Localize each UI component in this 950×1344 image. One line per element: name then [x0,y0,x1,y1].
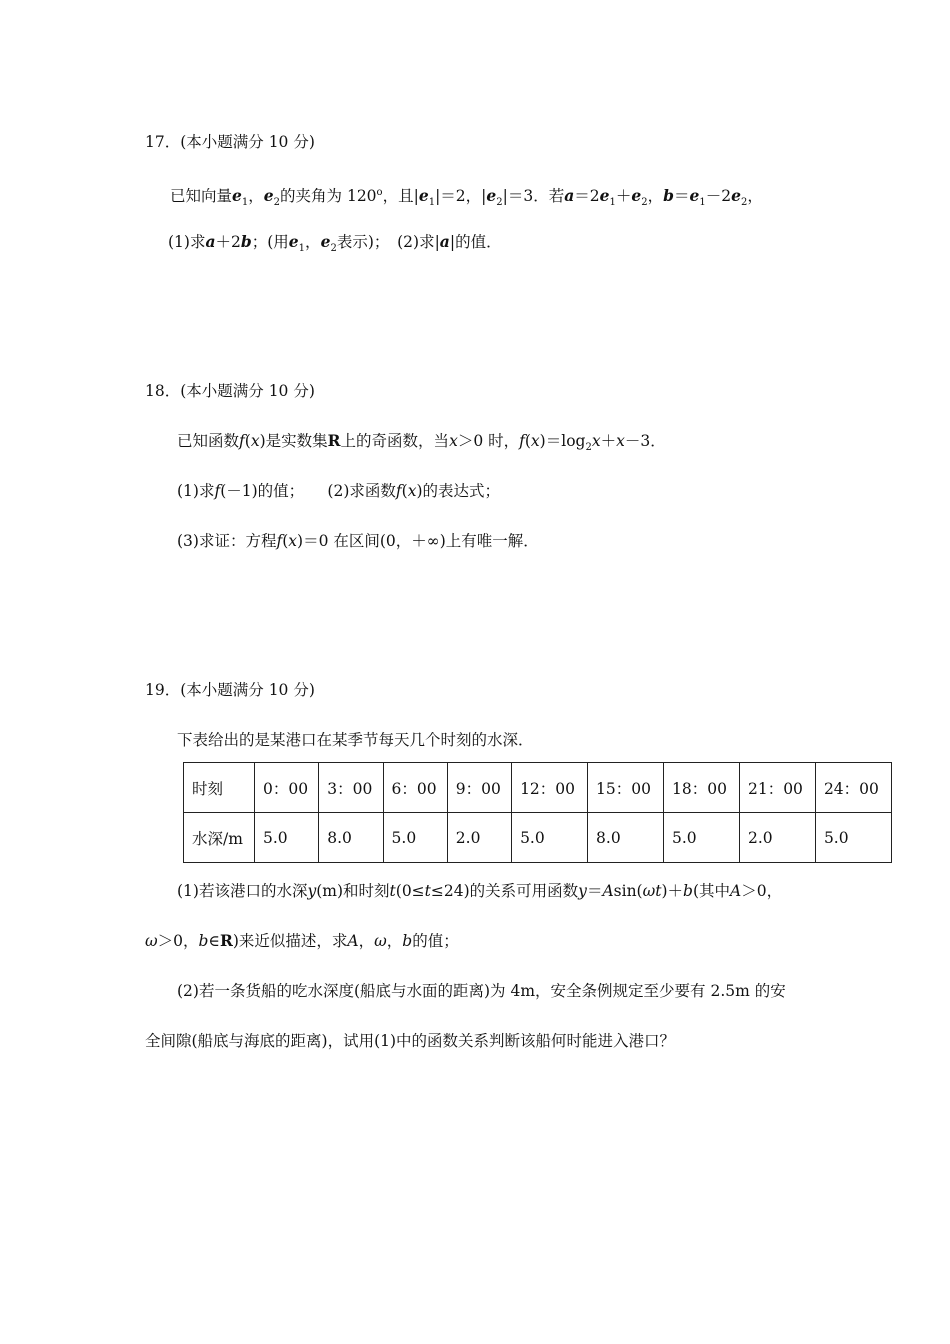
table-cell-time: 21：00 [739,763,815,813]
table-cell-depth: 5.0 [255,813,319,863]
table-cell-time: 12：00 [512,763,588,813]
q19-part2-line1: (2)若一条货船的吃水深度(船底与水面的距离)为 4m，安全条例规定至少要有 2.5m 的安 [177,982,786,1000]
table-cell-time: 18：00 [664,763,740,813]
q18-statement: 已知函数f(x)是实数集R上的奇函数，当x＞0 时，$f(x)=\log_2x+x-3$． [177,431,666,453]
table-cell-time: 9：00 [447,763,511,813]
table-cell-depth: 8.0 [319,813,383,863]
table-cell-depth: 2.0 [447,813,511,863]
q19-part1-line2: ω＞0，b∈R)来近似描述，求A，ω，b的值； [145,931,459,950]
q17-statement: 已知向量$e_1$，$e_2$的夹角为 120$^o$，且$|e_1|=2$，$|e_2|=3$．若$a=2e_1+e_2$，$b=e_1-2e_2$， [170,186,763,208]
q18-parts-1-2: (1)求f(－1)的值； (2)求函数f(x)的表达式； [177,482,501,500]
table-row [184,763,892,813]
table-cell-time: 3：00 [319,763,383,813]
table-cell-depth: 5.0 [664,813,740,863]
water-depth-table [183,762,892,863]
q18-header: 18．(本小题满分 10 分) [145,382,315,400]
table-cell-depth: 5.0 [815,813,891,863]
table-cell-time: 6：00 [383,763,447,813]
q18-part-3: (3)求证：方程f(x)＝0 在区间(0，＋∞)上有唯一解． [177,532,539,550]
q17-parts: (1)求a＋2b；(用$e_1$，$e_2$表示)； (2)求|a|的值． [168,232,502,254]
q17-header: 17．(本小题满分 10 分) [145,133,315,151]
table-cell-depth: 5.0 [383,813,447,863]
q19-part2-line2: 全间隙(船底与海底的距离)，试用(1)中的函数关系判断该船何时能进入港口？ [145,1032,676,1050]
q19-part1-line1: (1)若该港口的水深y(m)和时刻t(0≤t≤24)的关系可用函数y＝Asin(ωt)＋b(其中A＞0， [177,882,783,900]
table-cell-depth: 5.0 [512,813,588,863]
table-cell-time: 15：00 [588,763,664,813]
table-cell-time: 0：00 [255,763,319,813]
q19-header: 19．(本小题满分 10 分) [145,681,315,699]
table-cell-depth: 8.0 [588,813,664,863]
table-row [184,813,892,863]
table-cell-depth: 2.0 [739,813,815,863]
q19-intro: 下表给出的是某港口在某季节每天几个时刻的水深． [177,731,534,749]
table-row-label: 水深/m [184,813,255,863]
table-cell-time: 24：00 [815,763,891,813]
table-header-label: 时刻 [184,763,255,813]
